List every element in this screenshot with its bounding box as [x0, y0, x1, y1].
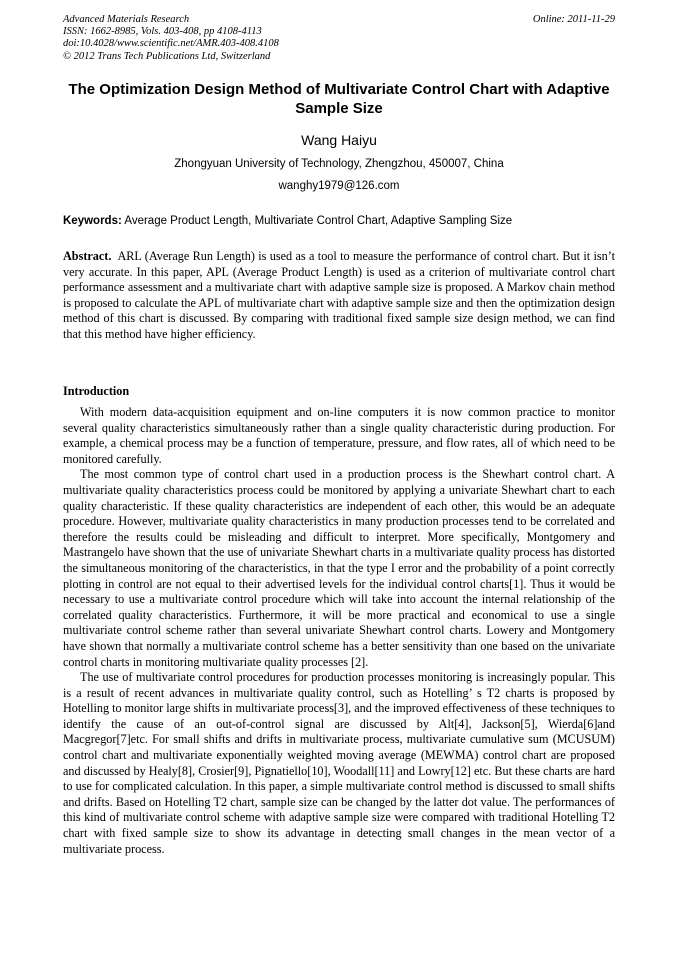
author-affiliation: Zhongyuan University of Technology, Zhengzhou, 450007, China [174, 158, 504, 170]
journal-name: Advanced Materials Research [63, 14, 190, 25]
keywords-line [63, 214, 615, 228]
online-date: Online: 2011-11-29 [532, 14, 615, 25]
abstract-text: ARL (Average Run Length) is used as a tool to measure the performance of control chart. But it isn’t very accurate. In this paper, APL (Average Product Length) is used as a criterion of multivariate control chart performance assessment and a multivariate chart with adaptive sample size is proposed. A Markov chain method is proposed to calculate the APL of multivariate chart with adaptive sample size and then the optimization design method of this chart is discussed. By comparing with traditional fixed sample size design method, we can find that this method have higher efficiency. [63, 249, 615, 341]
intro-paragraph: With modern data-acquisition equipment and on-line computers it is now common practice to monitor several quality characteristics simultaneously rather than a single quality characteristic during production. For example, a chemical process may be a function of temperature, pressure, and flow rates, all of which need to be monitored carefully. [63, 405, 615, 466]
intro-paragraph: The use of multivariate control procedures for production processes monitoring is increasingly popular. This is a result of recent advances in multivariate quality control, such as Hotelling’ s T2 charts is proposed by Hotelling to monitor large shifts in multivariate process[3], and the improved effectiveness of these techniques to identify the cause of an out-of-control signal are discussed by Alt[4], Jackson[5], Wierda[6]and Macgregor[7]etc. For small shifts and drifts in multivariate process, multivariate cumulative sum (MCUSUM) control chart and multivariate exponentially weighted moving average (MEWMA) control chart are proposed and discussed by Healy[8], Crosier[9], Pignatiello[10], Woodall[11] and Lowry[12] etc. But these charts are hard to use for complicated calculation. In this paper, a simple multivariate control method is discussed to small shifts and drifts. Based on Hotelling T2 chart, sample size can be changed by the latter dot value. The performances of this kind of multivariate control scheme with adaptive sample size were compared with traditional Hotelling T2 chart with fixed sample size to show its advantage in detecting small changes in the mean vector of a multivariate process. [63, 670, 615, 856]
abstract-label: Abstract. [63, 249, 112, 263]
paper-title: The Optimization Design Method of Multivariate Control Chart with Adaptive Sample Size [68, 81, 610, 117]
section-heading-introduction: Introduction [63, 384, 130, 398]
doi-line: doi:10.4028/www.scientific.net/AMR.403-408.4108 [63, 38, 279, 50]
abstract-paragraph [63, 249, 615, 343]
author-email: wanghy1979@126.com [278, 180, 400, 192]
issn-line: ISSN: 1662-8985, Vols. 403-408, pp 4108-4113 [63, 26, 262, 38]
copyright-line: © 2012 Trans Tech Publications Ltd, Switzerland [63, 50, 271, 62]
author-name: Wang Haiyu [301, 132, 377, 148]
intro-paragraph: The most common type of control chart used in a production process is the Shewhart control chart. A multivariate quality characteristics process could be monitored by applying a univariate Shewhart chart to each quality characteristic. If these quality characteristics are independent of each other, this would be an adequate procedure. However, multivariate quality characteristics in many production processes tend to be correlated and therefore the results could be misleading and difficult to interpret. More specifically, Montgomery and Mastrangelo have shown that the use of univariate Shewhart charts in a multivariate quality process has distorted the simultaneous monitoring of the characteristics, in that the type I error and the probability of a point correctly plotting in control are not equal to their advertised levels for the individual control charts[1]. Thus it would be necessary to use a multivariate control procedure which will take into account the internal relationship of the correlated quality characteristics. Furthermore, it will be more practical and economical to use a single multivariate control scheme rather than several univariate Shewhart control charts. Lowery and Montgomery have shown that normally a multivariate control scheme has a better sensitivity than one based on the univariate control charts in monitoring multivariate quality processes [2]. [63, 467, 615, 669]
introduction-body [63, 405, 615, 857]
journal-header [63, 14, 615, 63]
keywords-text: Average Product Length, Multivariate Control Chart, Adaptive Sampling Size [124, 215, 513, 227]
keywords-label: Keywords: [63, 215, 122, 227]
